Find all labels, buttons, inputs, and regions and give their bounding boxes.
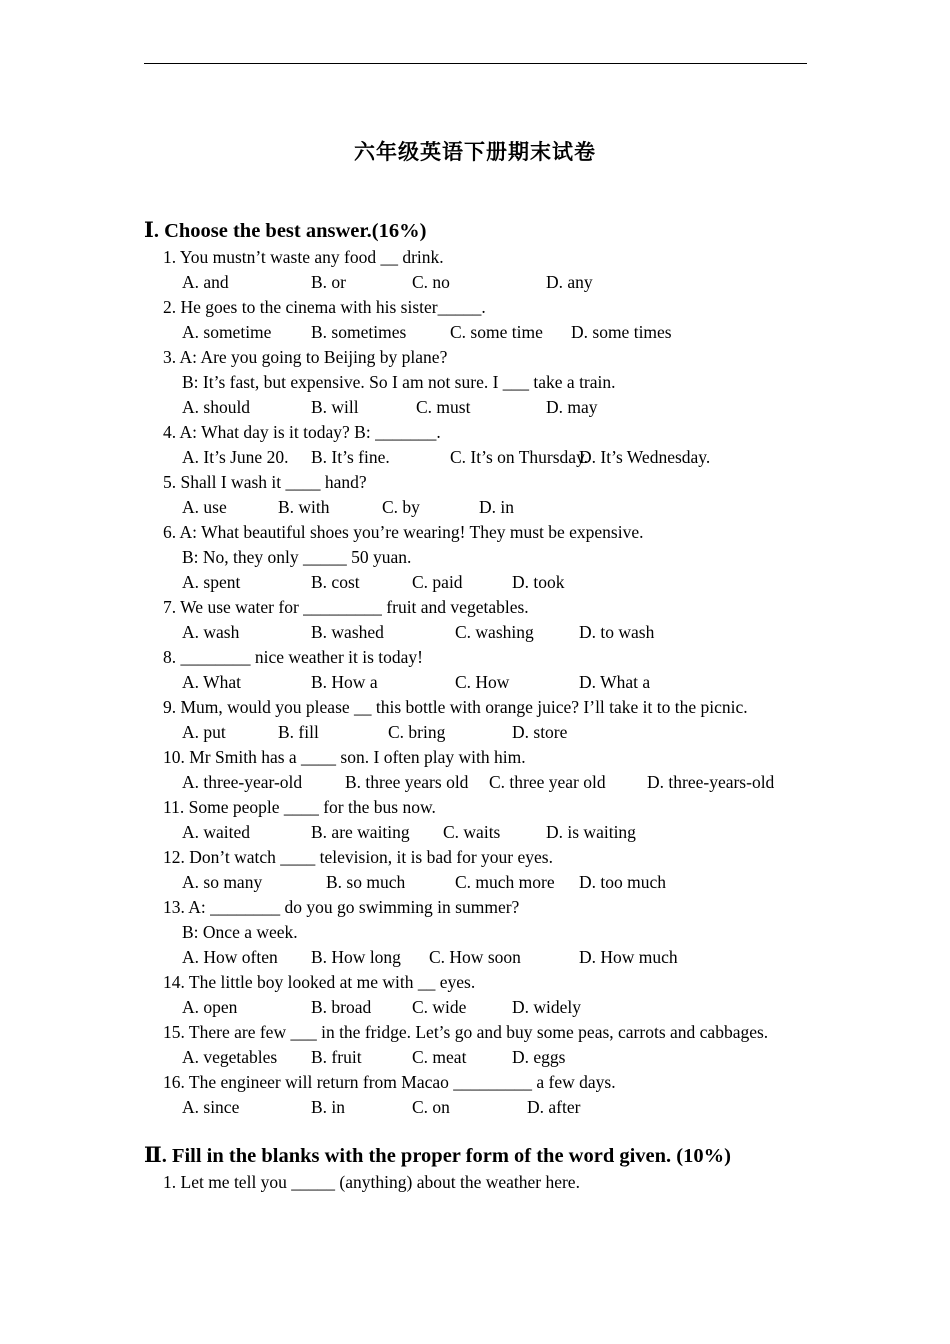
section-1-title: . Choose the best answer.(16%): [153, 220, 427, 242]
option-d: D. took: [512, 572, 565, 592]
option-a: A. What: [182, 672, 241, 692]
section-2-heading: [144, 1141, 806, 1170]
exam-content: [144, 216, 806, 1195]
option-a: A. wash: [182, 622, 240, 642]
question-13-line2: B: Once a week.: [182, 922, 298, 942]
option-a: A. put: [182, 722, 226, 742]
option-c: C. some time: [450, 322, 543, 342]
question-15-text: 15. There are few ___ in the fridge. Let’s go and buy some peas, carrots and cabbages.: [163, 1022, 769, 1042]
question-16-options: [144, 1095, 806, 1120]
option-b: B. sometimes: [311, 322, 407, 342]
option-b: B. fill: [278, 722, 319, 742]
option-d: D. any: [546, 272, 593, 292]
option-d: D. is waiting: [546, 822, 636, 842]
question-1-options: [144, 270, 806, 295]
question-1-text: 1. You mustn’t waste any food __ drink.: [163, 247, 444, 267]
option-c: C. waits: [443, 822, 501, 842]
option-a: A. vegetables: [182, 1047, 278, 1067]
fill-question-1: 1. Let me tell you _____ (anything) about the weather here.: [163, 1172, 580, 1192]
option-b: B. washed: [311, 622, 384, 642]
option-b: B. or: [311, 272, 346, 292]
section-1-numeral: Ⅰ: [144, 218, 154, 242]
question-15-options: [144, 1045, 806, 1070]
question-11-text: 11. Some people ____ for the bus now.: [163, 797, 436, 817]
option-a: A. three-year-old: [182, 772, 303, 792]
option-b: B. cost: [311, 572, 360, 592]
question-2-options: [144, 320, 806, 345]
question-4-options: [144, 445, 806, 470]
option-c: C. three year old: [489, 772, 606, 792]
section-1-questions: [144, 245, 806, 1120]
option-d: D. What a: [579, 672, 651, 692]
header-rule: [144, 63, 807, 64]
option-c: C. It’s on Thursday.: [450, 447, 589, 467]
question-5-options: [144, 495, 806, 520]
question-10-options: [144, 770, 806, 795]
question-14-options: [144, 995, 806, 1020]
question-9-text: 9. Mum, would you please __ this bottle with orange juice? I’ll take it to the picnic.: [163, 697, 748, 717]
question-9-options: [144, 720, 806, 745]
option-d: D. after: [527, 1097, 581, 1117]
option-c: C. How: [455, 672, 510, 692]
question-2-text: 2. He goes to the cinema with his sister_____.: [163, 297, 486, 317]
question-3-line2: B: It’s fast, but expensive. So I am not sure. I ___ take a train.: [182, 372, 616, 392]
section-2-questions: [144, 1170, 806, 1195]
option-a: A. open: [182, 997, 238, 1017]
option-a: A. should: [182, 397, 251, 417]
option-b: B. with: [278, 497, 330, 517]
question-4-text: 4. A: What day is it today? B: _______.: [163, 422, 441, 442]
question-13-options: [144, 945, 806, 970]
question-12-options: [144, 870, 806, 895]
question-6-line2: B: No, they only _____ 50 yuan.: [182, 547, 412, 567]
question-7-options: [144, 620, 806, 645]
option-a: A. sometime: [182, 322, 272, 342]
option-c: C. much more: [455, 872, 555, 892]
option-a: A. since: [182, 1097, 240, 1117]
question-6-text: 6. A: What beautiful shoes you’re wearing! They must be expensive.: [163, 522, 644, 542]
option-c: C. wide: [412, 997, 467, 1017]
option-b: B. broad: [311, 997, 372, 1017]
question-10-text: 10. Mr Smith has a ____ son. I often play with him.: [163, 747, 526, 767]
option-b: B. How long: [311, 947, 401, 967]
option-a: A. so many: [182, 872, 263, 892]
option-b: B. fruit: [311, 1047, 362, 1067]
option-b: B. It’s fine.: [311, 447, 390, 467]
option-c: C. must: [416, 397, 471, 417]
option-b: B. so much: [326, 872, 406, 892]
option-d: D. How much: [579, 947, 678, 967]
question-3-text: 3. A: Are you going to Beijing by plane?: [163, 347, 448, 367]
option-d: D. in: [479, 497, 514, 517]
question-16-text: 16. The engineer will return from Macao _________ a few days.: [163, 1072, 616, 1092]
option-d: D. widely: [512, 997, 582, 1017]
question-3-options: [144, 395, 806, 420]
option-b: B. will: [311, 397, 359, 417]
option-d: D. It’s Wednesday.: [579, 447, 711, 467]
option-d: D. three-years-old: [647, 772, 775, 792]
option-d: D. may: [546, 397, 598, 417]
option-b: B. three years old: [345, 772, 469, 792]
option-c: C. How soon: [429, 947, 521, 967]
question-8-text: 8. ________ nice weather it is today!: [163, 647, 424, 667]
option-b: B. are waiting: [311, 822, 410, 842]
section-2-title: . Fill in the blanks with the proper form of the word given. (10%): [161, 1145, 731, 1167]
question-11-options: [144, 820, 806, 845]
option-c: C. on: [412, 1097, 450, 1117]
section-1-heading: [144, 216, 806, 245]
page-title: 六年级英语下册期末试卷: [354, 139, 596, 164]
option-a: A. and: [182, 272, 229, 292]
option-a: A. use: [182, 497, 227, 517]
option-c: C. bring: [388, 722, 446, 742]
question-13-text: 13. A: ________ do you go swimming in summer?: [163, 897, 520, 917]
option-c: C. paid: [412, 572, 463, 592]
option-b: B. How a: [311, 672, 378, 692]
option-a: A. spent: [182, 572, 241, 592]
option-d: D. eggs: [512, 1047, 566, 1067]
question-12-text: 12. Don’t watch ____ television, it is bad for your eyes.: [163, 847, 553, 867]
question-8-options: [144, 670, 806, 695]
option-d: D. some times: [571, 322, 672, 342]
option-d: D. store: [512, 722, 568, 742]
option-c: C. washing: [455, 622, 534, 642]
option-a: A. How often: [182, 947, 278, 967]
option-a: A. It’s June 20.: [182, 447, 289, 467]
option-d: D. to wash: [579, 622, 655, 642]
question-6-options: [144, 570, 806, 595]
section-gap: [144, 1120, 806, 1141]
option-c: C. by: [382, 497, 420, 517]
question-7-text: 7. We use water for _________ fruit and vegetables.: [163, 597, 529, 617]
option-c: C. meat: [412, 1047, 467, 1067]
option-a: A. waited: [182, 822, 251, 842]
question-5-text: 5. Shall I wash it ____ hand?: [163, 472, 367, 492]
section-2-numeral: Ⅱ: [144, 1143, 162, 1167]
option-b: B. in: [311, 1097, 346, 1117]
question-14-text: 14. The little boy looked at me with __ eyes.: [163, 972, 476, 992]
option-c: C. no: [412, 272, 450, 292]
option-d: D. too much: [579, 872, 667, 892]
